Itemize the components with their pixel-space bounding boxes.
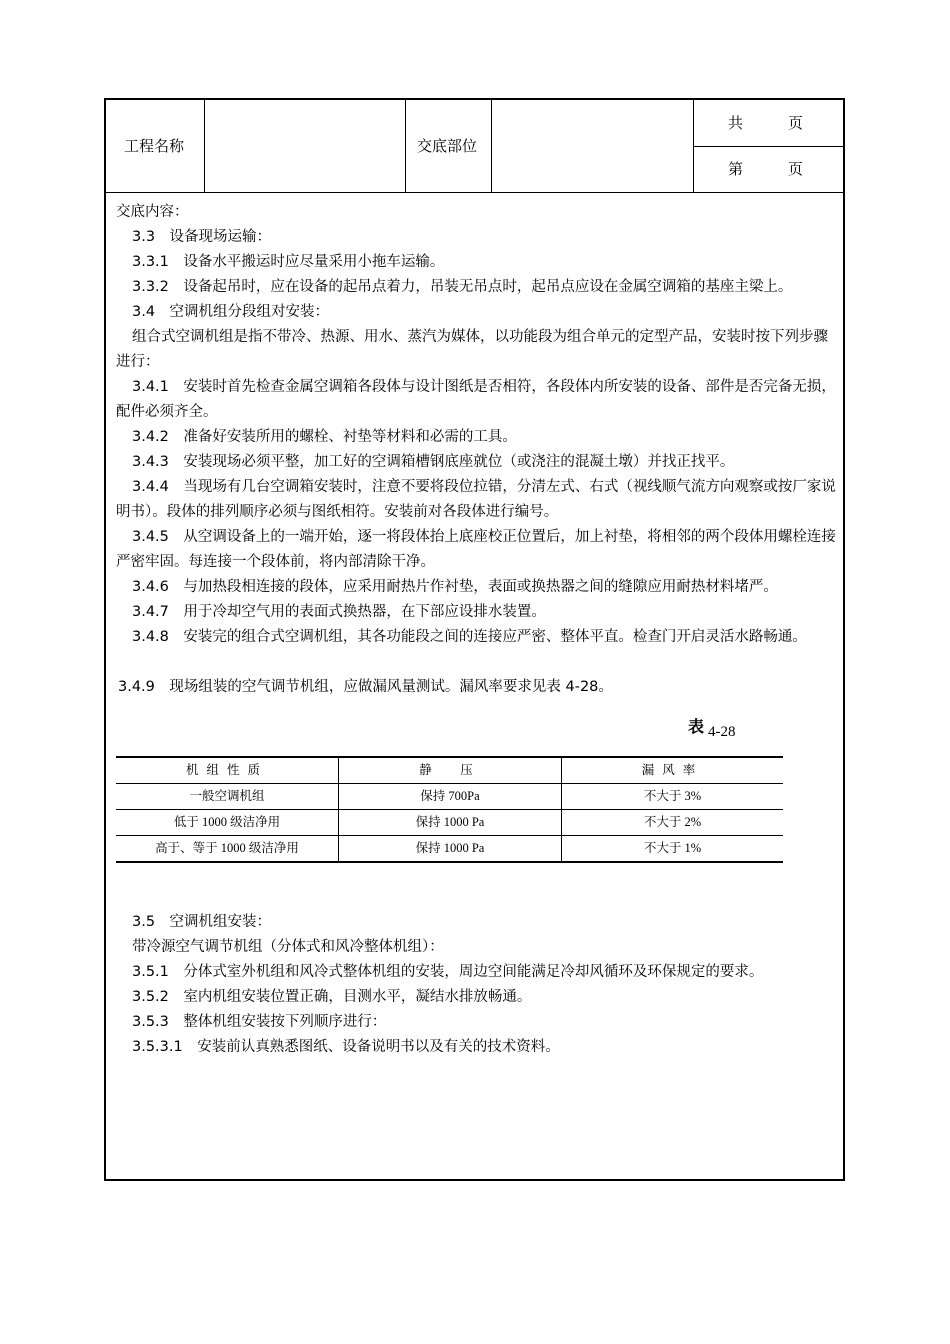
table-row <box>116 810 783 836</box>
table-row <box>116 836 783 863</box>
paragraph: 3.4.2 准备好安装所用的螺栓、衬垫等材料和必需的工具。 <box>132 429 517 445</box>
paragraph: 3.4.4 当现场有几台空调箱安装时，注意不要将段位拉错，分清左式、右式（视线顺气流方向观察或按厂家说明书）。段体的排列顺序必须与图纸相符。安装前对各段体进行编号。 <box>116 479 836 520</box>
table-caption-char: 表 <box>688 717 705 736</box>
paragraph: 带冷源空气调节机组（分体式和风冷整体机组）： <box>132 939 444 955</box>
paragraph: 组合式空调机组是指不带冷、热源、用水、蒸汽为媒体，以功能段为组合单元的定型产品，安装时按下列步骤进行： <box>116 329 828 370</box>
content-body <box>116 200 838 1060</box>
paragraph: 3.4.1 安装时首先检查金属空调箱各段体与设计图纸是否相符，各段体内所安装的设备、部件是否完备无损，配件必须齐全。 <box>116 379 836 420</box>
paragraph: 3.4.3 安装现场必须平整，加工好的空调箱槽钢底座就位（或浇注的混凝土墩）并找正找平。 <box>132 454 735 470</box>
paragraph: 3.4.7 用于冷却空气用的表面式换热器，在下部应设排水装置。 <box>132 604 546 620</box>
paragraph: 3.5.2 室内机组安装位置正确，目测水平，凝结水排放畅通。 <box>132 989 532 1005</box>
table-cell: 高于、等于 1000 级洁净用 <box>116 836 339 863</box>
table-cell: 低于 1000 级洁净用 <box>116 810 339 836</box>
table-cell: 保持 700Pa <box>339 784 562 810</box>
table-cell: 不大于 1% <box>562 836 784 863</box>
content-heading: 交底内容： <box>116 204 189 220</box>
paragraph: 3.4 空调机组分段组对安装： <box>132 304 330 320</box>
table-cell: 保持 1000 Pa <box>339 810 562 836</box>
disclosure-form <box>104 98 845 1181</box>
table-caption <box>116 714 838 756</box>
table-header-cell: 机组性质 <box>116 757 339 784</box>
form-header <box>106 100 843 193</box>
content-paragraphs-after <box>116 910 838 1060</box>
paragraph: 3.5.3 整体机组安装按下列顺序进行： <box>132 1014 387 1030</box>
table-cell: 保持 1000 Pa <box>339 836 562 863</box>
table-caption-number: 4-28 <box>708 724 736 740</box>
divider <box>491 100 492 192</box>
paragraph: 3.4.6 与加热段相连接的段体，应采用耐热片作衬垫，表面或换热器之间的缝隙应用耐热材料堵严。 <box>132 579 778 595</box>
paragraph: 3.3.1 设备水平搬运时应尽量采用小拖车运输。 <box>132 254 445 270</box>
divider <box>693 146 843 147</box>
paragraph: 3.4.5 从空调设备上的一端开始，逐一将段体抬上底座校正位置后，加上衬垫，将相邻的两个段体用螺栓连接严密牢固。每连接一个段体前，将内部清除干净。 <box>116 529 836 570</box>
paragraph: 3.3.2 设备起吊时，应在设备的起吊点着力，吊装无吊点时，起吊点应设在金属空调箱的基座主梁上。 <box>132 279 793 295</box>
table-header-cell: 漏风率 <box>562 757 784 784</box>
leakage-rate-table <box>116 756 783 863</box>
part-label: 交底部位 <box>417 137 478 155</box>
content-paragraphs <box>116 225 838 650</box>
paragraph-3-4-9: 3.4.9 现场组装的空气调节机组，应做漏风量测试。漏风率要求见表 4-28。 <box>118 679 613 695</box>
divider <box>204 100 205 192</box>
paragraph: 3.3 设备现场运输： <box>132 229 272 245</box>
project-name-label: 工程名称 <box>124 137 185 155</box>
paragraph: 3.5 空调机组安装： <box>132 914 272 930</box>
table-header-cell: 静 压 <box>339 757 562 784</box>
table-cell: 一般空调机组 <box>116 784 339 810</box>
page-number: 第 页 <box>728 160 804 178</box>
divider <box>405 100 406 192</box>
paragraph: 3.4.8 安装完的组合式空调机组，其各功能段之间的连接应严密、整体平直。检查门开启灵活水路畅通。 <box>132 629 807 645</box>
paragraph: 3.5.3.1 安装前认真熟悉图纸、设备说明书以及有关的技术资料。 <box>132 1039 560 1055</box>
table-cell: 不大于 2% <box>562 810 784 836</box>
table-header-row <box>116 757 783 784</box>
paragraph: 3.5.1 分体式室外机组和风冷式整体机组的安装，周边空间能满足冷却风循环及环保规定的要求。 <box>132 964 764 980</box>
table-cell: 不大于 3% <box>562 784 784 810</box>
table-row <box>116 784 783 810</box>
total-pages: 共 页 <box>728 114 804 132</box>
